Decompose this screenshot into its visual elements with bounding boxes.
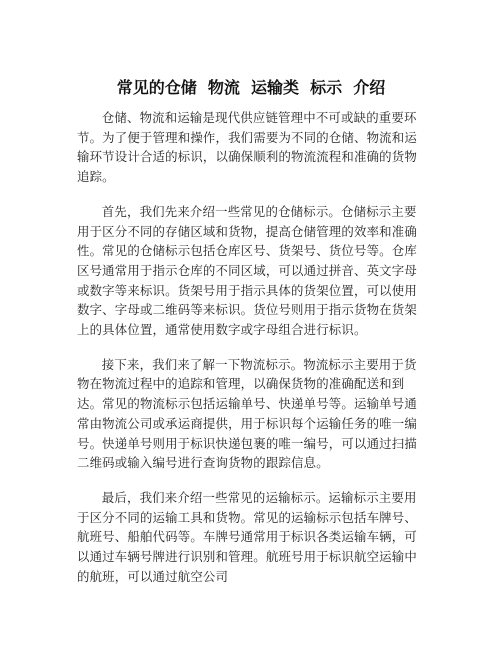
document-title: 常见的仓储 物流 运输类 标示 介绍 (116, 78, 386, 97)
document-body (77, 108, 425, 601)
paragraph-intro: 仓储、物流和运输是现代供应链管理中不可或缺的重要环节。为了便于管理和操作，我们需要为不同的仓储、物流和运输环节设计合适的标识，以确保顺利的物流流程和准确的货物追踪。 (77, 110, 417, 185)
paragraph-logistics-labels: 接下来，我们来了解一下物流标示。物流标示主要用于货物在物流过程中的追踪和管理，以确保货物的准确配送和到达。常见的物流标示包括运输单号、快递单号等。运输单号通常由物流公司或承运商提供，用于标识每个运输任务的唯一编号。快递单号则用于标识快递包裹的唯一编号，可以通过扫描二维码或输入编号进行查询货物的跟踪信息。 (77, 356, 417, 471)
paragraph-transport-labels: 最后，我们来介绍一些常见的运输标示。运输标示主要用于区分不同的运输工具和货物。常见的运输标示包括车牌号、航班号、船舶代码等。车牌号通常用于标识各类运输车辆，可以通过车辆号牌进行识别和管理。航班号用于标识航空运输中的航班，可以通过航空公司 (77, 489, 417, 584)
paragraph-warehouse-labels: 首先，我们先来介绍一些常见的仓储标示。仓储标示主要用于区分不同的存储区域和货物，提高仓储管理的效率和准确性。常见的仓储标示包括仓库区号、货架号、货位号等。仓库区号通常用于指示仓库的不同区域，可以通过拼音、英文字母或数字等来标识。货架号用于指示具体的货架位置，可以使用数字、字母或二维码等来标识。货位号则用于指示货物在货架上的具体位置，通常使用数字或字母组合进行标识。 (77, 203, 417, 338)
